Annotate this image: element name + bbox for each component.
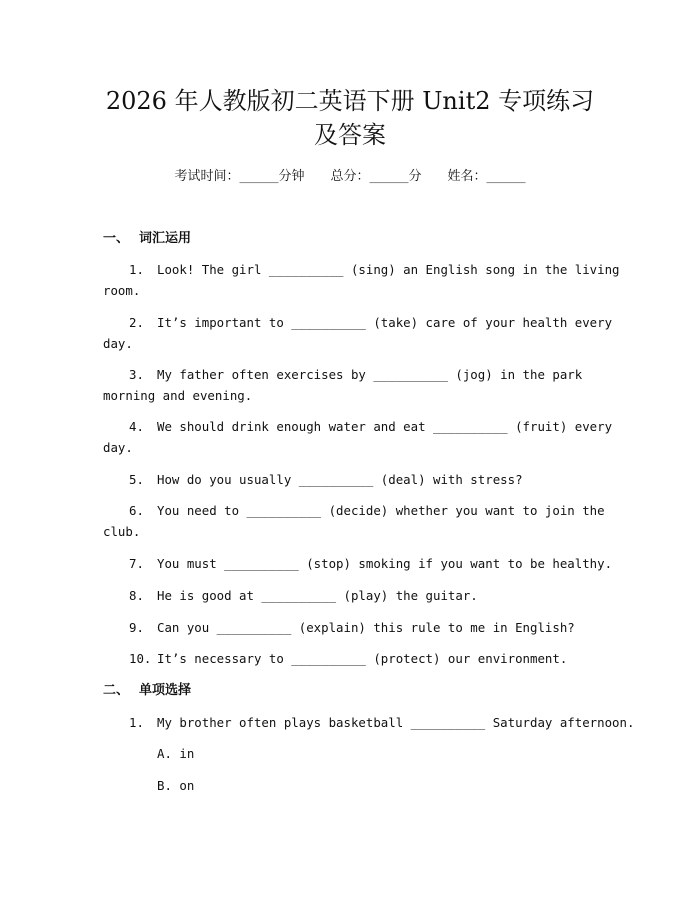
question-text: Look! The girl __________ (sing) an English song in the living (157, 262, 620, 277)
question-number: 6. (129, 503, 144, 518)
question-text: Can you __________ (explain) this rule to me in English? (157, 620, 575, 635)
question-number: 2. (129, 315, 144, 330)
question-text: You need to __________ (decide) whether you want to join the (157, 503, 605, 518)
question-item (103, 585, 600, 606)
question-number: 8. (129, 588, 144, 603)
section-number: 一、 (103, 231, 130, 246)
question-item (103, 469, 600, 490)
question-item (103, 617, 600, 638)
question-number: 3. (129, 367, 144, 382)
exam-time: 考试时间：______分钟 (174, 169, 305, 184)
question-item (103, 416, 613, 458)
document-title (90, 84, 610, 152)
question-item (103, 259, 620, 301)
question-text: We should drink enough water and eat __________ (fruit) every (157, 419, 613, 434)
question-item (103, 500, 605, 542)
student-name: 姓名：______ (447, 169, 526, 184)
question-text: You must __________ (stop) smoking if you want to be healthy. (157, 556, 613, 571)
question-text: It’s necessary to __________ (protect) our environment. (157, 651, 568, 666)
exam-info (0, 168, 700, 186)
question-item (103, 712, 635, 733)
question-text-continued: club. (103, 524, 141, 539)
section-number: 二、 (103, 683, 130, 698)
question-text-continued: room. (103, 283, 141, 298)
question-text: My brother often plays basketball __________ Saturday afternoon. (157, 715, 635, 730)
title-line-1: 2026 年人教版初二英语下册 Unit2 专项练习 (105, 87, 595, 115)
section-heading-multiple-choice (103, 682, 191, 700)
question-number: 1. (129, 262, 144, 277)
answer-option: A. in (157, 746, 195, 761)
question-text-continued: morning and evening. (103, 388, 253, 403)
question-text: How do you usually __________ (deal) with stress? (157, 472, 523, 487)
total-score: 总分：______分 (330, 169, 422, 184)
question-number: 5. (129, 472, 144, 487)
question-number: 4. (129, 419, 144, 434)
section-heading-vocabulary (103, 230, 191, 248)
answer-option: B. on (157, 778, 195, 793)
question-number: 1. (129, 715, 144, 730)
question-text-continued: day. (103, 336, 133, 351)
question-item (103, 312, 613, 354)
section-title: 单项选择 (139, 683, 192, 698)
question-text: It’s important to __________ (take) care of your health every (157, 315, 613, 330)
question-text-continued: day. (103, 440, 133, 455)
title-line-2: 及答案 (314, 121, 386, 149)
question-number: 10. (129, 651, 152, 666)
question-item (103, 648, 600, 669)
question-text: He is good at __________ (play) the guitar. (157, 588, 478, 603)
question-item (103, 553, 613, 574)
question-text: My father often exercises by __________ (jog) in the park (157, 367, 583, 382)
section-title: 词汇运用 (139, 231, 192, 246)
question-number: 9. (129, 620, 144, 635)
question-number: 7. (129, 556, 144, 571)
question-item (103, 364, 600, 406)
